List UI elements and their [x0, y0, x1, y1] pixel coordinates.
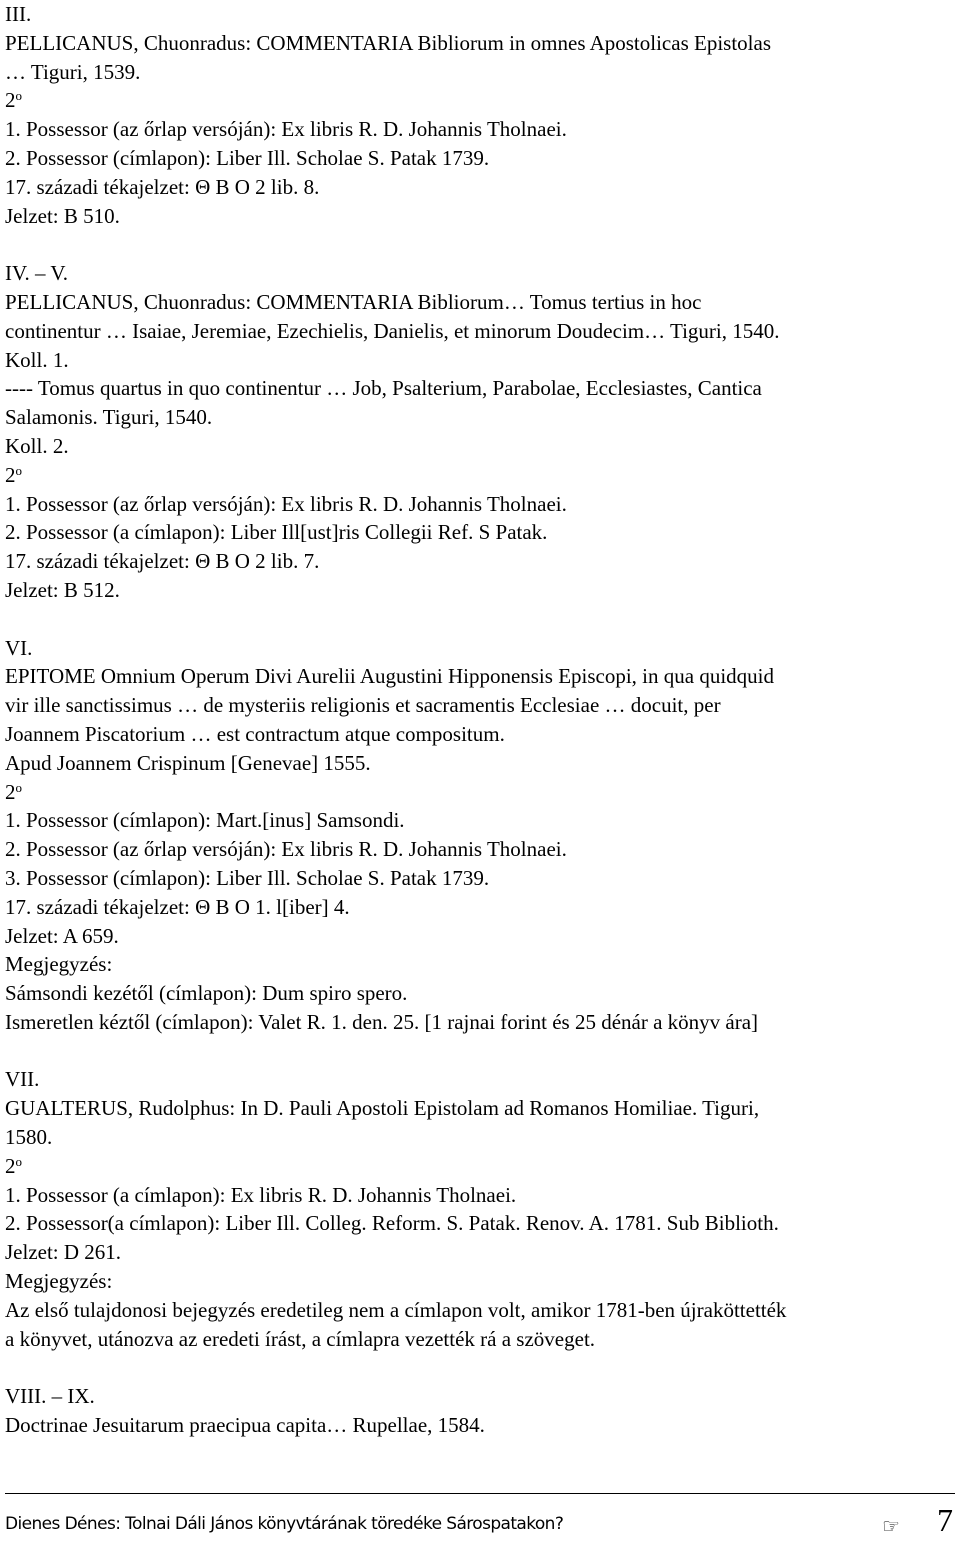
entry-viii-ix	[5, 1382, 955, 1440]
entry-title-line: continentur … Isaiae, Jeremiae, Ezechielis, Danielis, et minorum Doudecim… Tiguri, 1540.	[5, 318, 780, 343]
entry-vii	[5, 1065, 955, 1353]
note-line: Az első tulajdonosi bejegyzés eredetileg nem a címlapon volt, amikor 1781-ben újraköttették	[5, 1297, 787, 1322]
entry-title-line: EPITOME Omnium Operum Divi Aurelii Augustini Hipponensis Episcopi, in qua quidquid	[5, 664, 775, 689]
entry-heading: VIII. – IX.	[5, 1384, 95, 1409]
document-page	[5, 0, 955, 1440]
entry-title-line: 1580.	[5, 1125, 53, 1150]
format-superscript: o	[15, 1153, 22, 1169]
pointing-hand-icon: ☞	[882, 1514, 900, 1538]
entry-heading: III.	[5, 2, 32, 26]
format-number: 2	[5, 462, 16, 487]
entry-title-line: Salamonis. Tiguri, 1540.	[5, 405, 213, 430]
entry-heading: VII.	[5, 1067, 40, 1092]
entry-title-line: Doctrinae Jesuitarum praecipua capita… Rupellae, 1584.	[5, 1413, 485, 1438]
detail-line: Jelzet: B 512.	[5, 577, 120, 602]
entry-title-line: … Tiguri, 1539.	[5, 59, 141, 84]
note-label: Megjegyzés:	[5, 1269, 113, 1294]
detail-line: 17. századi tékajelzet: Θ B O 2 lib. 8.	[5, 174, 320, 199]
page-number: 7	[937, 1502, 953, 1538]
entry-title-line: vir ille sanctissimus … de mysteriis religionis et sacramentis Ecclesiae … docuit, per	[5, 693, 721, 718]
entry-title-line: PELLICANUS, Chuonradus: COMMENTARIA Bibliorum… Tomus tertius in hoc	[5, 289, 702, 314]
entry-title-line: Koll. 1.	[5, 347, 69, 372]
format-superscript: o	[15, 779, 22, 795]
entry-heading: IV. – V.	[5, 261, 69, 286]
entry-title-line: GUALTERUS, Rudolphus: In D. Pauli Apostoli Epistolam ad Romanos Homiliae. Tiguri,	[5, 1096, 760, 1121]
format-line	[5, 778, 955, 807]
format-number: 2	[5, 779, 16, 804]
detail-line: 2. Possessor (címlapon): Liber Ill. Scholae S. Patak 1739.	[5, 145, 490, 170]
detail-line: 17. századi tékajelzet: Θ B O 2 lib. 7.	[5, 549, 320, 574]
detail-line: 1. Possessor (az őrlap versóján): Ex libris R. D. Johannis Tholnaei.	[5, 491, 567, 516]
detail-line: 1. Possessor (címlapon): Mart.[inus] Samsondi.	[5, 808, 405, 833]
detail-line: 2. Possessor(a címlapon): Liber Ill. Colleg. Reform. S. Patak. Renov. A. 1781. Sub Biblioth.	[5, 1211, 779, 1236]
note-line: Sámsondi kezétől (címlapon): Dum spiro spero.	[5, 981, 408, 1006]
entry-title-line: Koll. 2.	[5, 433, 69, 458]
entry-title-line: Joannem Piscatorium … est contractum atque compositum.	[5, 721, 505, 746]
format-superscript: o	[15, 462, 22, 478]
note-label: Megjegyzés:	[5, 952, 113, 977]
entry-title-line: Apud Joannem Crispinum [Genevae] 1555.	[5, 750, 371, 775]
format-line	[5, 86, 955, 115]
detail-line: 1. Possessor (az őrlap versóján): Ex libris R. D. Johannis Tholnaei.	[5, 117, 567, 142]
detail-line: Jelzet: B 510.	[5, 203, 120, 228]
format-line	[5, 1152, 955, 1181]
detail-line: 2. Possessor (az őrlap versóján): Ex libris R. D. Johannis Tholnaei.	[5, 837, 567, 862]
entry-title-line: ---- Tomus quartus in quo continentur … Job, Psalterium, Parabolae, Ecclesiastes, Cantica	[5, 376, 762, 401]
note-line: a könyvet, utánozva az eredeti írást, a címlapra vezették rá a szöveget.	[5, 1326, 596, 1351]
detail-line: 17. századi tékajelzet: Θ B O 1. l[iber] 4.	[5, 894, 350, 919]
entry-iv-v	[5, 259, 955, 605]
footer-divider	[5, 1493, 955, 1494]
detail-line: Jelzet: A 659.	[5, 923, 119, 948]
format-superscript: o	[15, 88, 22, 104]
entry-heading: VI.	[5, 635, 33, 660]
detail-line: 3. Possessor (címlapon): Liber Ill. Scholae S. Patak 1739.	[5, 865, 490, 890]
format-line	[5, 461, 955, 490]
format-number: 2	[5, 88, 16, 113]
detail-line: 2. Possessor (a címlapon): Liber Ill[ust]ris Collegii Ref. S Patak.	[5, 520, 548, 545]
footer-title: Dienes Dénes: Tolnai Dáli János könyvtárának töredéke Sárospatakon?	[5, 1514, 564, 1534]
page-footer	[5, 1500, 955, 1540]
entry-vi	[5, 634, 955, 1037]
entry-title-line: PELLICANUS, Chuonradus: COMMENTARIA Bibliorum in omnes Apostolicas Epistolas	[5, 30, 771, 55]
entry-iii	[5, 0, 955, 230]
detail-line: Jelzet: D 261.	[5, 1240, 122, 1265]
format-number: 2	[5, 1153, 16, 1178]
note-line: Ismeretlen kéztől (címlapon): Valet R. 1. den. 25. [1 rajnai forint és 25 dénár a könyv ára]	[5, 1009, 759, 1034]
detail-line: 1. Possessor (a címlapon): Ex libris R. D. Johannis Tholnaei.	[5, 1182, 517, 1207]
